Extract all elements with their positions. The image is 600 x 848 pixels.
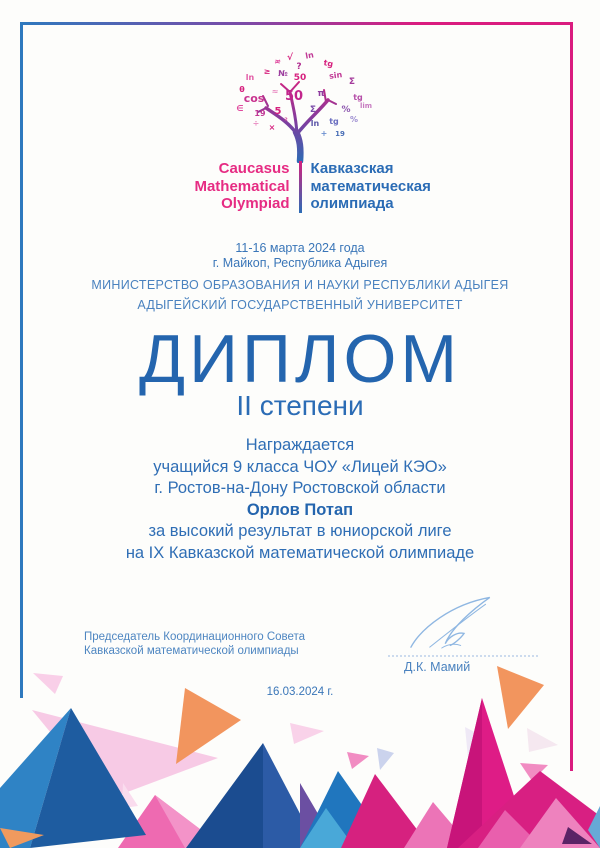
diploma-degree: II степени [236,390,364,421]
reason-line1: за высокий результат в юниорской лиге [148,522,452,540]
svg-text:÷: ÷ [252,119,260,128]
frame-top-border [20,22,573,25]
diploma-title: ДИПЛОМ [139,321,461,397]
svg-text:lim: lim [359,102,373,110]
svg-text:50: 50 [284,89,304,104]
footer-triangles-decoration [0,638,600,848]
svg-text:ln: ln [304,50,315,61]
svg-text:ln: ln [310,119,320,128]
svg-text:π: π [317,89,325,99]
svg-text:%: % [349,115,359,124]
awarded-label: Награждается [245,436,355,454]
svg-text:²: ² [284,116,288,125]
svg-text:19: 19 [254,109,266,118]
svg-text:≠: ≠ [273,56,283,67]
reason-line2: на IX Кавказской математической олимпиаде [125,543,475,562]
math-tree-logo-icon [220,48,380,163]
svg-text:tg: tg [353,93,363,102]
svg-text:ln: ln [245,73,255,82]
event-dates: 11-16 марта 2024 года [235,241,365,255]
event-dates-location [0,241,600,270]
signer-name: Д.К. Мамий [404,660,471,674]
issue-date: 16.03.2024 г. [266,686,334,698]
svg-text:×: × [268,123,276,132]
award-text [0,435,600,564]
ministry-line: МИНИСТЕРСТВО ОБРАЗОВАНИЯ И НАУКИ РЕСПУБЛИКИ АДЫГЕЯ [91,278,509,292]
svg-text:tg: tg [322,58,334,69]
svg-text:5: 5 [274,106,282,117]
recipient-line2: г. Ростов-на-Дону Ростовской области [154,479,446,497]
svg-text:50: 50 [293,73,307,83]
logo-name-ru: Кавказская математическая олимпиада [310,160,431,212]
svg-text:№: № [278,69,288,78]
logo-divider [299,161,302,213]
svg-text:?: ? [296,62,302,72]
svg-text:%: % [341,105,351,115]
event-location: г. Майкоп, Республика Адыгея [212,255,388,270]
svg-text:Σ: Σ [348,77,356,87]
svg-text:cos: cos [243,92,265,105]
svg-text:tg: tg [329,117,339,126]
svg-text:≥: ≥ [263,67,271,76]
svg-text:+: + [320,129,328,138]
svg-text:19: 19 [335,130,345,138]
recipient-line1: учащийся 9 класса ЧОУ «Лицей КЭО» [153,457,447,476]
svg-text:≈: ≈ [271,87,279,96]
university-line: АДЫГЕЙСКИЙ ГОСУДАРСТВЕННЫЙ УНИВЕРСИТЕТ [137,298,463,312]
recipient-name: Орлов Потап [246,500,354,519]
logo-wordmark [0,160,600,213]
svg-text:Σ: Σ [309,105,317,115]
logo-name-en: Caucasus Mathematical Olympiad [194,160,290,212]
chairman-title: Председатель Координационного Совета Кавказской математической олимпиады [84,631,306,657]
svg-text:∈: ∈ [236,104,244,113]
svg-text:sin: sin [328,70,343,81]
svg-text:√: √ [286,53,294,63]
svg-text:θ: θ [239,85,245,94]
